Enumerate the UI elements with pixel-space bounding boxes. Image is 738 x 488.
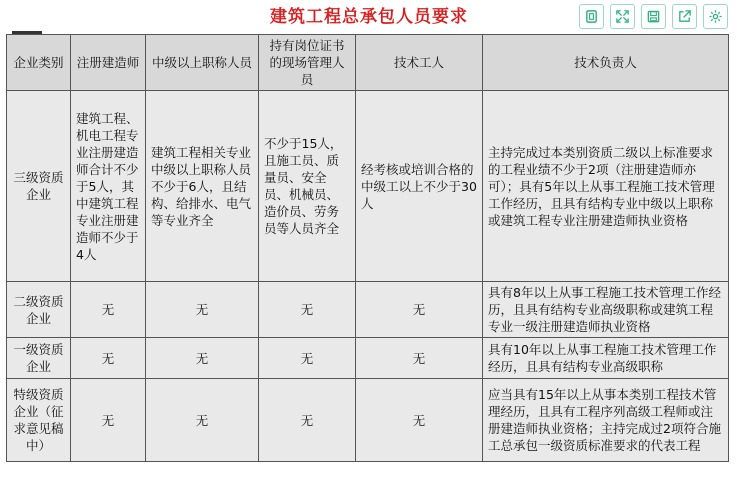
table-header-row bbox=[7, 35, 729, 91]
expand-icon bbox=[615, 9, 630, 24]
table-row bbox=[7, 338, 729, 379]
cell-titled-staff: 建筑工程相关专业中级以上职称人员不少于6人，且结构、给排水、电气等专业齐全 bbox=[146, 91, 259, 282]
settings-button[interactable] bbox=[703, 4, 728, 29]
cell-site-managers: 无 bbox=[259, 379, 356, 462]
page-title: 建筑工程总承包人员要求 bbox=[270, 7, 468, 27]
cell-tech-lead: 主持完成过本类别资质二级以上标准要求的工程业绩不少于2项（注册建造师亦可）；具有5年以上从事工程施工技术管理工作经历，且具有结构专业中级以上职称或建筑工程专业注册建造师执业资格 bbox=[483, 91, 729, 282]
cell-site-managers: 无 bbox=[259, 338, 356, 379]
save-icon bbox=[646, 9, 661, 24]
cell-builder: 无 bbox=[71, 282, 146, 338]
share-button[interactable] bbox=[672, 4, 697, 29]
cell-skilled-workers: 无 bbox=[356, 379, 483, 462]
header-builder: 注册建造师 bbox=[71, 35, 146, 91]
cell-skilled-workers: 经考核或培训合格的中级工以上不少于30人 bbox=[356, 91, 483, 282]
table-row bbox=[7, 282, 729, 338]
cell-titled-staff: 无 bbox=[146, 338, 259, 379]
copy-button[interactable] bbox=[579, 4, 604, 29]
cell-skilled-workers: 无 bbox=[356, 282, 483, 338]
header-skilled-workers: 技术工人 bbox=[356, 35, 483, 91]
cell-category: 二级资质企业 bbox=[7, 282, 71, 338]
save-button[interactable] bbox=[641, 4, 666, 29]
cell-category: 三级资质企业 bbox=[7, 91, 71, 282]
share-icon bbox=[677, 9, 692, 24]
copy-icon bbox=[584, 9, 599, 24]
cell-builder: 无 bbox=[71, 379, 146, 462]
cell-skilled-workers: 无 bbox=[356, 338, 483, 379]
header-site-managers: 持有岗位证书的现场管理人员 bbox=[259, 35, 356, 91]
header-titled-staff: 中级以上职称人员 bbox=[146, 35, 259, 91]
header-category: 企业类别 bbox=[7, 35, 71, 91]
cell-tech-lead: 具有8年以上从事工程施工技术管理工作经历，且具有结构专业高级职称或建筑工程专业一级注册建造师执业资格 bbox=[483, 282, 729, 338]
cell-builder: 无 bbox=[71, 338, 146, 379]
toolbar bbox=[579, 4, 728, 29]
cell-builder: 建筑工程、机电工程专业注册建造师合计不少于5人，其中建筑工程专业注册建造师不少于4人 bbox=[71, 91, 146, 282]
settings-icon bbox=[708, 9, 723, 24]
requirements-table bbox=[6, 34, 729, 462]
cell-category: 一级资质企业 bbox=[7, 338, 71, 379]
cell-tech-lead: 应当具有15年以上从事本类别工程技术管理经历，且具有工程序列高级工程师或注册建造师执业资格；主持完成过2项符合施工总承包一级资质标准要求的代表工程 bbox=[483, 379, 729, 462]
cell-titled-staff: 无 bbox=[146, 282, 259, 338]
cell-category: 特级资质企业（征求意见稿中） bbox=[7, 379, 71, 462]
cell-titled-staff: 无 bbox=[146, 379, 259, 462]
cell-site-managers: 不少于15人，且施工员、质量员、安全员、机械员、造价员、劳务员等人员齐全 bbox=[259, 91, 356, 282]
cell-tech-lead: 具有10年以上从事工程施工技术管理工作经历，且具有结构专业高级职称 bbox=[483, 338, 729, 379]
table-row bbox=[7, 379, 729, 462]
table-row bbox=[7, 91, 729, 282]
header-tech-lead: 技术负责人 bbox=[483, 35, 729, 91]
expand-button[interactable] bbox=[610, 4, 635, 29]
cell-site-managers: 无 bbox=[259, 282, 356, 338]
